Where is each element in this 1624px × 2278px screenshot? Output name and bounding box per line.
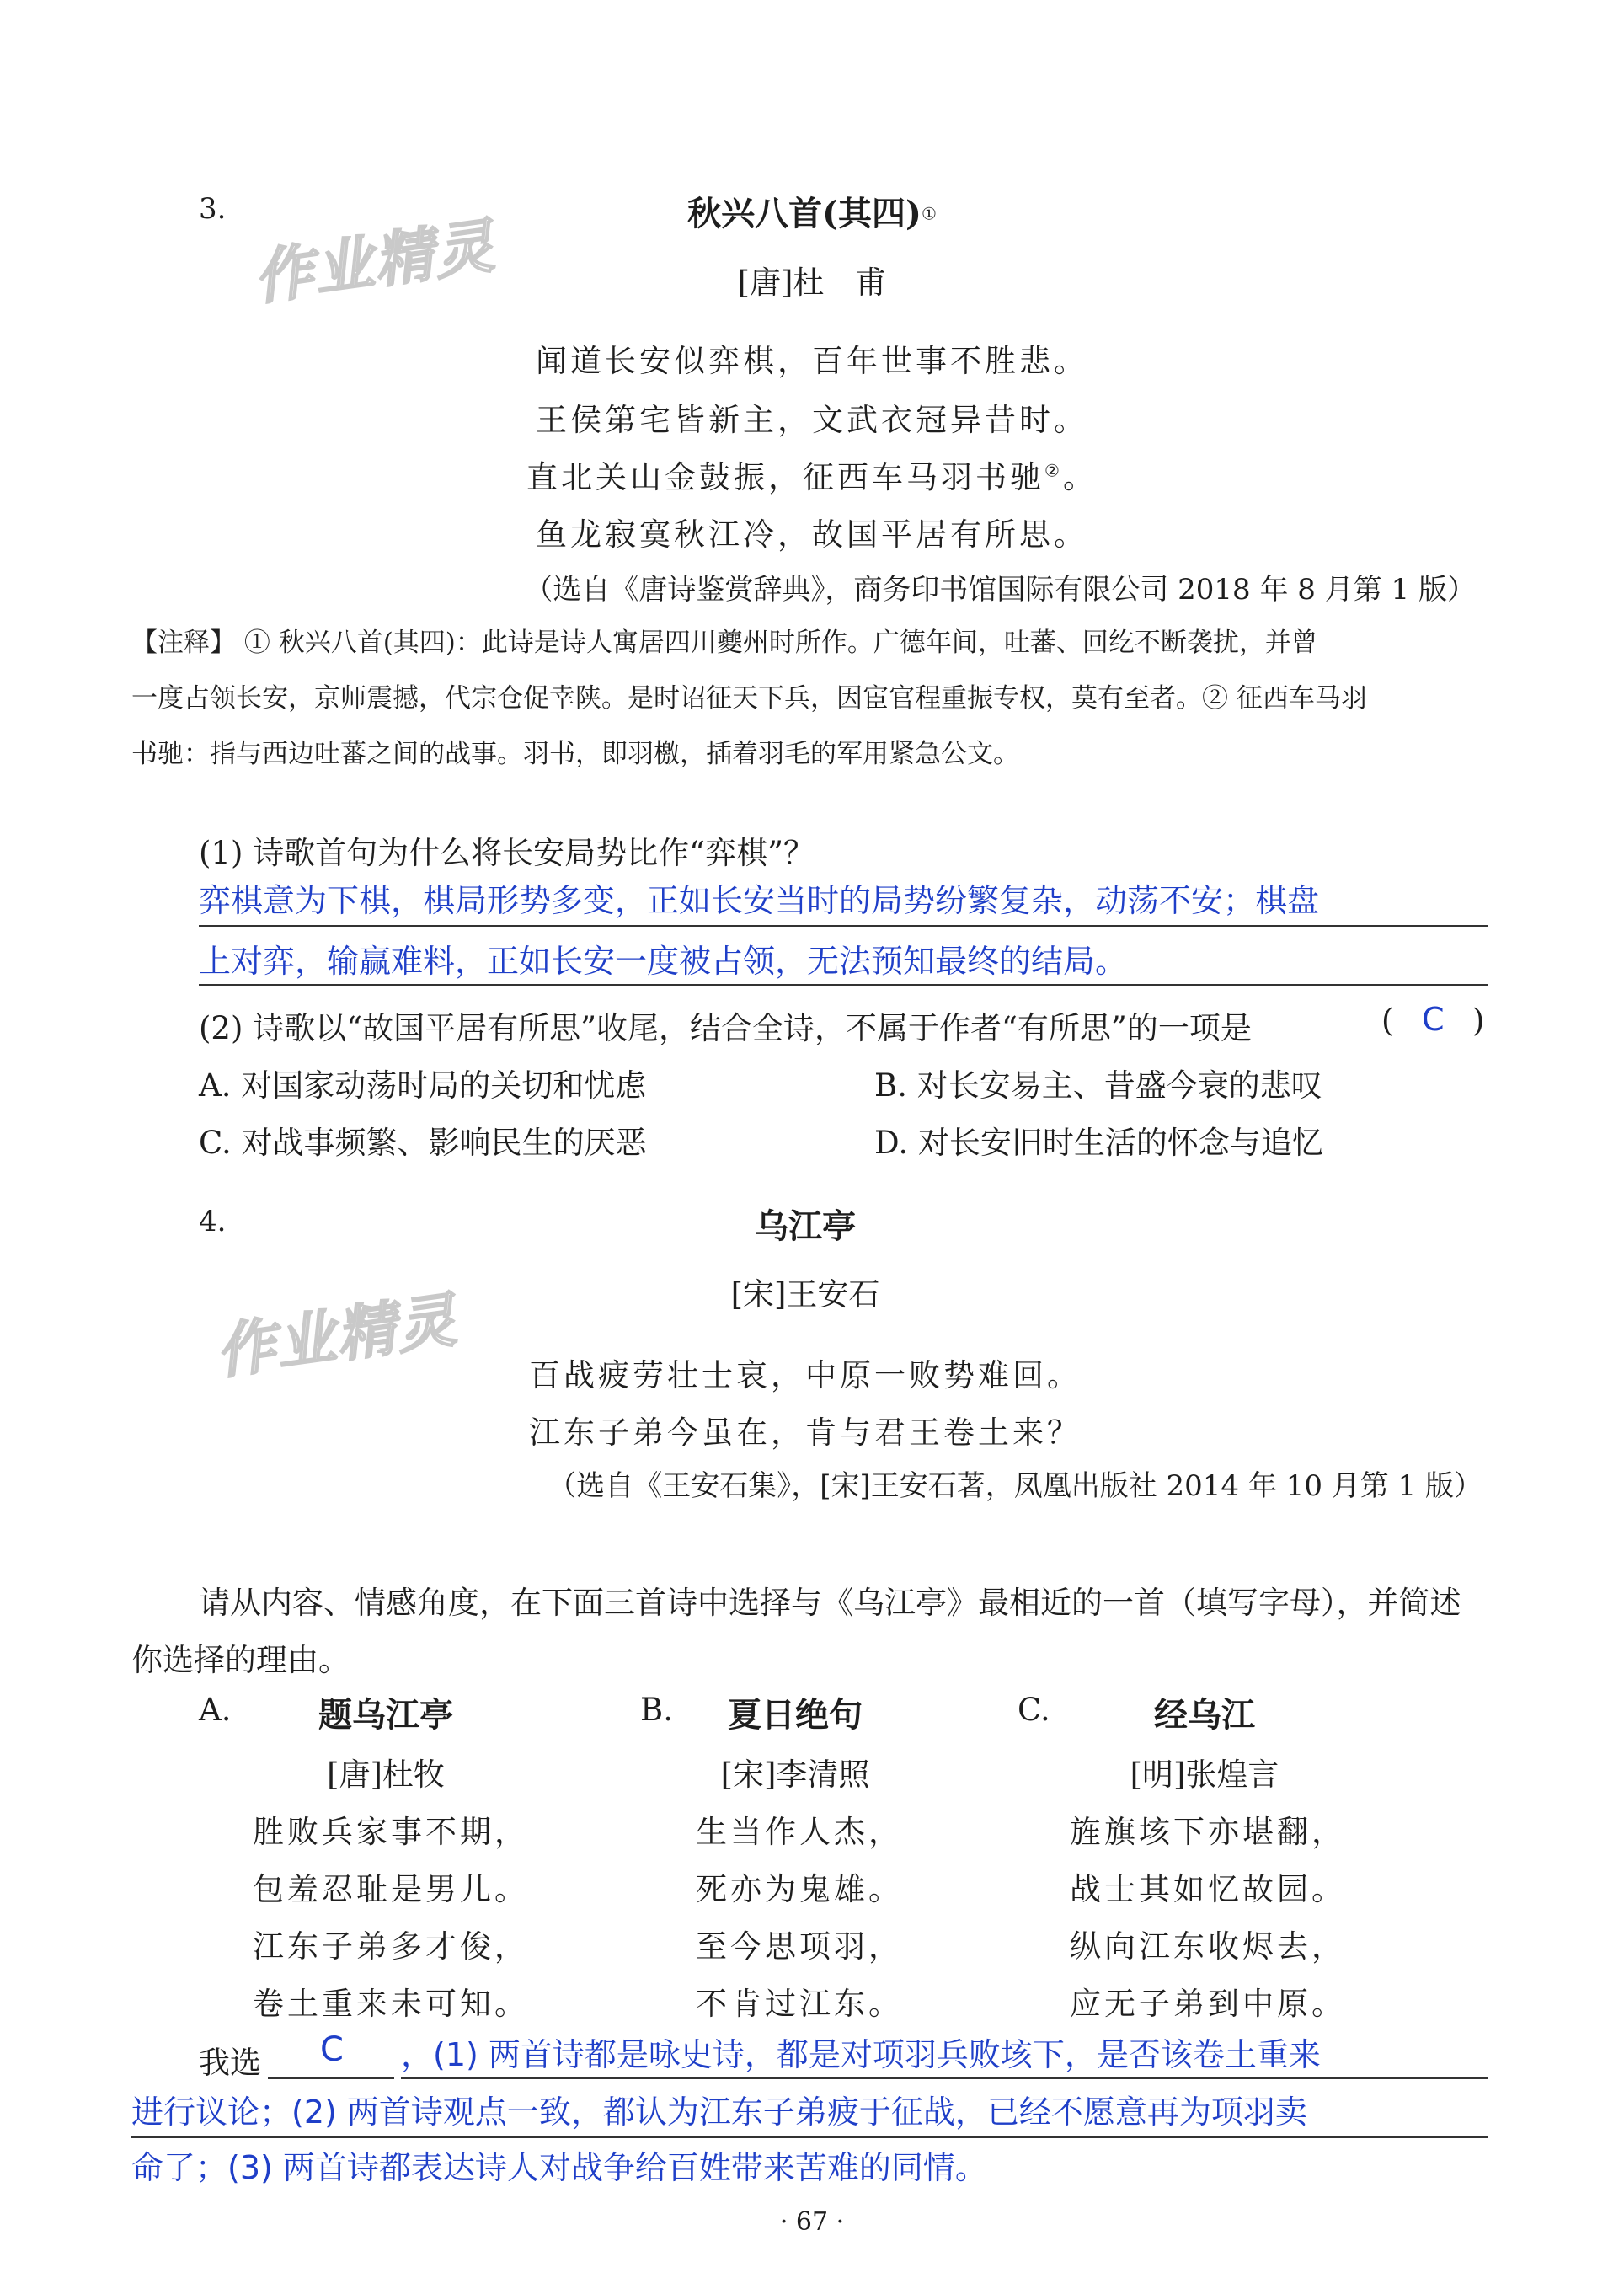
answer-line: 弈棋意为下棋，棋局形势多变，正如长安当时的局势纷繁复杂，动荡不安；棋盘 [199,882,1320,919]
answer-line: 命了；(3) 两首诗都表达诗人对战争给百姓带来苦难的同情。 [131,2149,987,2186]
poem-a-author: [唐]杜牧 [327,1757,445,1793]
poem-line [526,452,1098,497]
answer-underline [401,2077,1488,2079]
question-prompt: 请从内容、情感角度，在下面三首诗中选择与《乌江亭》最相近的一首（填写字母），并简述 [199,1585,1461,1621]
answer-line: 上对弈，输赢难料，正如长安一度被占领，无法预知最终的结局。 [199,943,1128,980]
page-number: · 67 · [779,2207,845,2237]
poem-letter-a: A. [199,1692,232,1728]
poem-line: 鱼龙寂寞秋江冷，故国平居有所思。 [536,516,1088,553]
footnote-mark: ① [921,203,937,224]
poem-a-line: 卷土重来未可知。 [253,1986,529,2022]
question-number: 3. [199,192,227,226]
annotation-line: 书驰：指与西边吐蕃之间的战事。羽书，即羽檄，插着羽毛的军用紧急公文。 [131,739,1019,769]
sub-question-2: (2) 诗歌以“故国平居有所思”收尾，结合全诗，不属于作者“有所思”的一项是 [199,1010,1252,1046]
choice-answer: C [1422,1001,1445,1038]
poem-a-title: 题乌江亭 [318,1695,453,1735]
poem-author: [宋]王安石 [730,1276,880,1313]
choose-label: 我选 [199,2045,261,2081]
poem-a-line: 江东子弟多才俊， [253,1928,529,1965]
annotation-text: ① 秋兴八首(其四)：此诗是诗人寓居四川夔州时所作。广德年间，吐蕃、回纥不断袭扰，并曾 [243,628,1317,658]
answer-line: ，(1) 两首诗都是咏史诗，都是对项羽兵败垓下，是否该卷土重来 [401,2036,1321,2073]
poem-title [687,187,937,235]
annotation-line [131,615,1317,671]
poem-letter-c: C. [1018,1692,1050,1728]
chosen-letter: C [320,2030,344,2069]
poem-line: 王侯第宅皆新主，文武衣冠异昔时。 [536,402,1088,438]
annotation-line: 一度占领长安，京师震撼，代宗仓促幸陕。是时诏征天下兵，因宦官程重振专权，莫有至者。② 征西车马羽 [131,683,1367,714]
poem-c-line: 战士其如忆故园。 [1070,1871,1346,1907]
watermark: 作业精灵 [249,211,500,313]
option-d: D. 对长安旧时生活的怀念与追忆 [874,1125,1323,1161]
poem-letter-b: B. [640,1692,673,1728]
poem-b-line: 生当作人杰， [696,1814,903,1850]
poem-line: 百战疲劳壮士哀，中原一败势难回。 [529,1357,1082,1393]
poem-source: （选自《唐诗鉴赏辞典》，商务印书馆国际有限公司 2018 年 8 月第 1 版） [524,573,1476,607]
poem-c-line: 应无子弟到中原。 [1070,1986,1346,2022]
poem-title-text: 秋兴八首(其四) [687,194,922,233]
poem-b-author: [宋]李清照 [720,1757,870,1793]
poem-c-title: 经乌江 [1154,1695,1255,1735]
poem-b-title: 夏日绝句 [728,1695,863,1735]
poem-c-line: 旌旗垓下亦堪翻， [1070,1814,1346,1850]
question-prompt: 你选择的理由。 [131,1642,350,1678]
poem-c-line: 纵向江东收烬去， [1070,1928,1346,1965]
annotation-label: 【注释】 [131,628,236,658]
answer-underline [131,2136,1488,2138]
poem-line: 江东子弟今虽在，肯与君王卷土来？ [529,1414,1082,1451]
watermark: 作业精灵 [211,1285,462,1388]
poem-a-line: 包羞忍耻是男儿。 [253,1871,529,1907]
poem-b-line: 死亦为鬼雄。 [696,1871,903,1907]
answer-underline [199,984,1488,986]
poem-b-line: 至今思项羽， [696,1928,903,1965]
poem-line-end: 。 [1062,459,1098,495]
question-number: 4. [199,1205,227,1238]
answer-bracket-close: ) [1472,1003,1485,1039]
choice-underline [268,2077,394,2079]
sub-question-1: (1) 诗歌首句为什么将长安局势比作“弈棋”？ [199,835,815,871]
answer-underline [199,925,1488,927]
poem-author: [唐]杜 甫 [737,265,887,301]
poem-line-text: 直北关山金鼓振，征西车马羽书驰 [526,459,1045,495]
poem-a-line: 胜败兵家事不期， [253,1814,529,1850]
poem-source: （选自《王安石集》，[宋]王安石著，凤凰出版社 2014 年 10 月第 1 版） [548,1469,1482,1503]
answer-line: 进行议论；(2) 两首诗观点一致，都认为江东子弟疲于征战，已经不愿意再为项羽卖 [131,2094,1307,2131]
answer-bracket-open: ( [1381,1003,1394,1039]
option-a: A. 对国家动荡时局的关切和忧虑 [199,1067,647,1104]
option-c: C. 对战事频繁、影响民生的厌恶 [199,1125,647,1161]
footnote-mark: ② [1044,460,1063,481]
poem-title: 乌江亭 [755,1206,856,1246]
poem-c-author: [明]张煌言 [1130,1757,1279,1793]
poem-b-line: 不肯过江东。 [696,1986,903,2022]
poem-line: 闻道长安似弈棋，百年世事不胜悲。 [536,343,1088,379]
option-b: B. 对长安易主、昔盛今衰的悲叹 [874,1067,1322,1104]
